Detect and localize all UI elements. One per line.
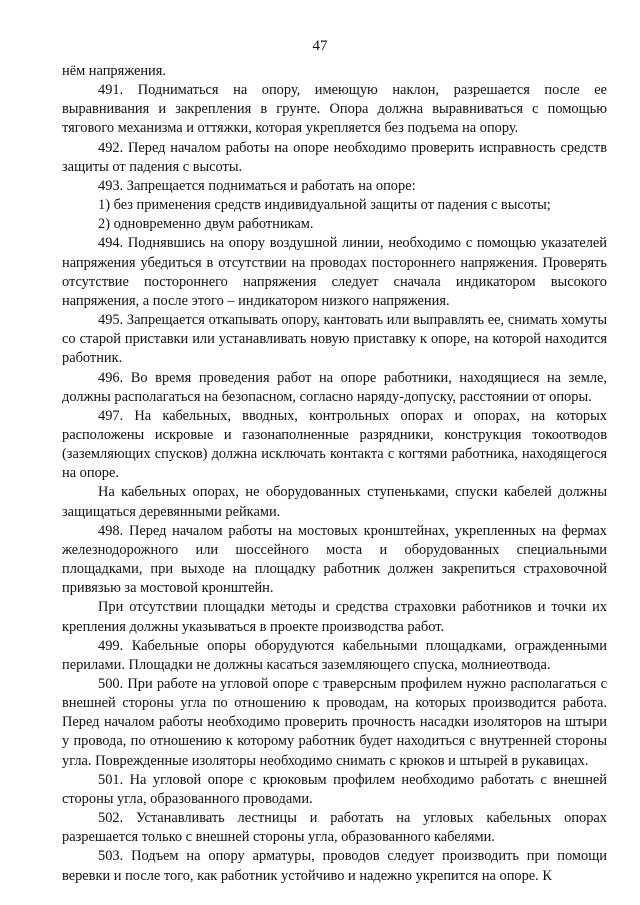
document-body (62, 62, 607, 886)
paragraph-497-cable-supports: На кабельных опорах, не оборудованных ступеньками, спуски кабелей должны защищаться деревянными рейками. (62, 484, 607, 520)
paragraph-499: 499. Кабельные опоры оборудуются кабельными площадками, огражденными перилами. Площадки не должны касаться заземляющего спуска, молниеотвода. (62, 637, 607, 673)
list-item-2: 2) одновременно двум работникам. (98, 216, 314, 233)
page-number: 47 (312, 38, 328, 54)
paragraph-502: 502. Устанавливать лестницы и работать на угловых кабельных опорах разрешается только с внешней стороны угла, образованного кабелями. (62, 810, 607, 846)
paragraph-491: 491. Подниматься на опору, имеющую наклон, разрешается после ее выравнивания и закрепления в грунте. Опора должна выравниваться с помощью тягового механизма и оттяжки, которая укрепляется без подъема на опору. (62, 82, 607, 137)
list-item-1: 1) без применения средств индивидуальной защиты от падения с высоты; (98, 197, 551, 214)
paragraph-492: 492. Перед началом работы на опоре необходимо проверить исправность средств защиты от падения с высоты. (62, 139, 607, 175)
paragraph-continuation: нём напряжения. (62, 63, 166, 79)
paragraph-501: 501. На угловой опоре с крюковым профилем необходимо работать с внешней стороны угла, образованного проводами. (62, 771, 607, 807)
paragraph-495: 495. Запрещается откапывать опору, кантовать или выправлять ее, снимать хомуты со старой приставки или устанавливать новую приставку к опоре, на которой находится работник. (62, 312, 607, 367)
paragraph-494: 494. Поднявшись на опору воздушной линии, необходимо с помощью указателей напряжения убедиться в отсутствии на проводах постороннего напряжения. Проверять отсутствие постороннего напряжения следует сначала индикатором высокого напряжения, а после этого – индикатором низкого напряжения. (62, 235, 607, 309)
paragraph-503: 503. Подъем на опору арматуры, проводов следует производить при помощи веревки и после того, как работник устойчиво и надежно укрепится на опоре. К (62, 848, 607, 884)
paragraph-493: 493. Запрещается подниматься и работать на опоре: (98, 177, 416, 194)
paragraph-497: 497. На кабельных, вводных, контрольных опорах и опорах, на которых расположены искровые и газонаполненные разрядники, конструкция токоотводов (заземляющих спусков) должна исключать контакта с когтями работника, находящегося на опоре. (62, 407, 607, 482)
paragraph-498: 498. Перед началом работы на мостовых кронштейнах, укрепленных на фермах железнодорожного или шоссейного моста и оборудованных специальными площадками, при выходе на площадку работник должен закрепиться страховочной привязью за мостовой кронштейн. (62, 522, 607, 597)
paragraph-496: 496. Во время проведения работ на опоре работники, находящиеся на земле, должны располагаться на безопасном, согласно наряду-допуску, расстоянии от опоры. (62, 369, 607, 405)
paragraph-500: 500. При работе на угловой опоре с траверсным профилем нужно располагаться с внешней стороны угла по отношению к проводам, на которых производится работа. Перед началом работы необходимо проверить прочность насадки изоляторов на штыри у провода, по отношению к которому работник будет находиться с внутренней стороны угла. Поврежденные изоляторы необходимо снимать с крюков и штырей в рукавицах. (62, 676, 607, 769)
paragraph-498-no-platform: При отсутствии площадки методы и средства страховки работников и точки их крепления должны указываться в проекте производства работ. (62, 599, 607, 635)
